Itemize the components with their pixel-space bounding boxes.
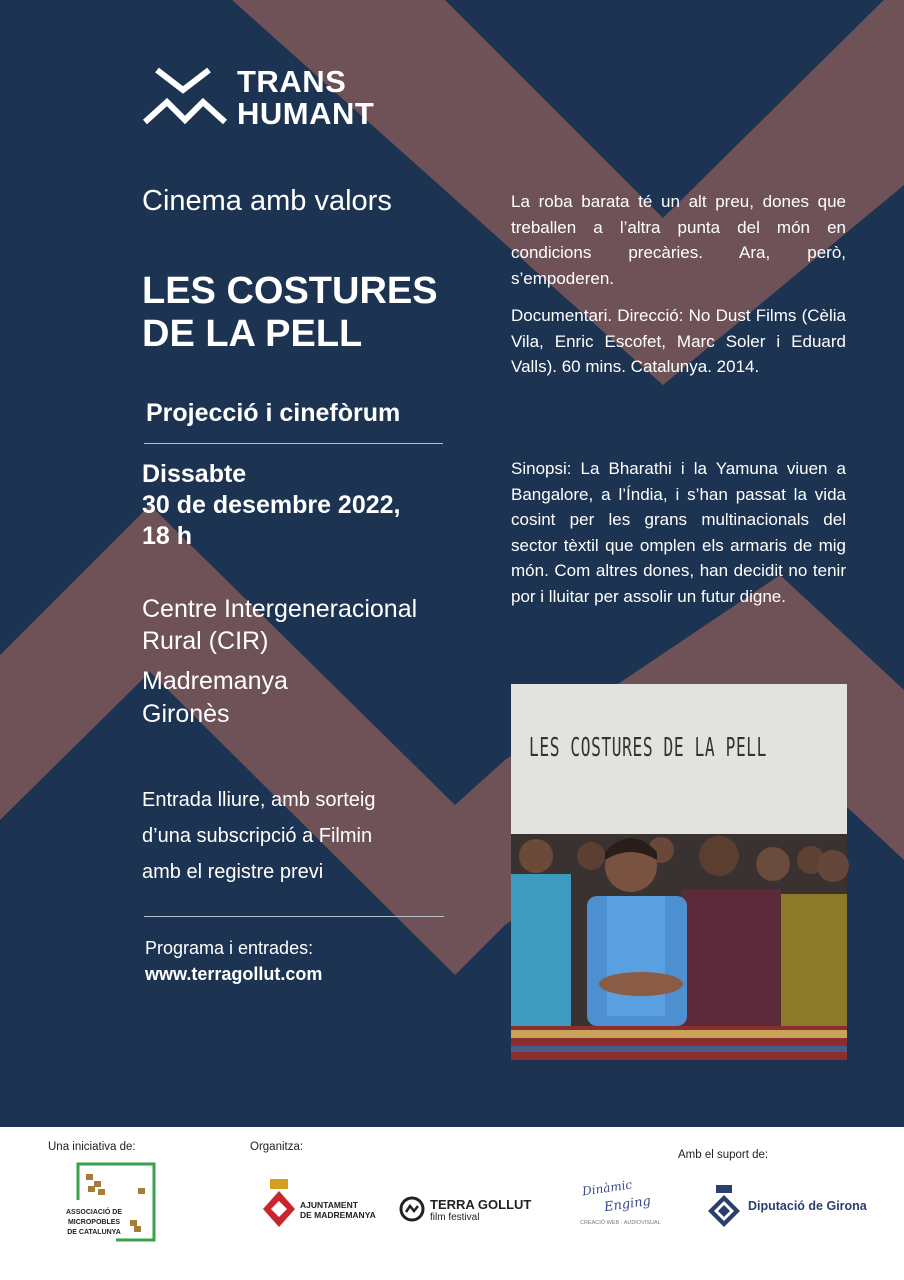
dinamic-line3: CREACIÓ WEB · AUDIOVISUAL <box>580 1220 661 1226</box>
ajuntament-line2: DE MADREMANYA <box>300 1210 376 1220</box>
ajuntament-line1: AJUNTAMENT <box>300 1200 358 1210</box>
ajuntament-shield-icon <box>262 1179 296 1229</box>
film-title-line2: DE LA PELL <box>142 313 363 355</box>
terragollut-mark-icon <box>398 1195 426 1223</box>
micropobles-line3: DE CATALUNYA <box>67 1229 121 1236</box>
entry-line2: d’una subscripció a Filmin <box>142 825 373 847</box>
micropobles-text <box>58 1208 130 1238</box>
entry-line1: Entrada lliure, amb sorteig <box>142 789 376 811</box>
logo-line1: TRANS <box>237 64 347 99</box>
micropobles-logo <box>65 1164 156 1242</box>
event-date <box>142 459 401 552</box>
film-still-illustration <box>511 684 847 1060</box>
support-label: Amb el suport de: <box>678 1149 769 1161</box>
divider <box>144 916 444 917</box>
entry-line3: amb el registre previ <box>142 861 324 883</box>
ajuntament-logo <box>262 1179 382 1231</box>
dinamic-line2: Enging <box>603 1193 652 1216</box>
event-day: Dissabte <box>142 460 247 488</box>
film-intro: La roba barata té un alt preu, dones que treballen a l’altra punta del món en condicions precàries. Ara, però, s’empoderen. <box>511 192 846 288</box>
program-label: Programa i entrades: <box>145 938 314 958</box>
diputacio-shield-icon <box>706 1185 742 1229</box>
program-url-link[interactable]: www.terragollut.com <box>145 964 323 984</box>
transhumant-logo <box>145 66 405 130</box>
film-credits: Documentari. Direcció: No Dust Films (Cèlia Vila, Enric Escofet, Marc Soler i Eduard Valls). 60 mins. Catalunya. 2014. <box>511 306 846 376</box>
film-still-image <box>511 684 847 1060</box>
organizer-label: Organitza: <box>250 1141 304 1153</box>
film-title <box>142 270 438 356</box>
ajuntament-text <box>300 1200 376 1220</box>
event-location <box>142 665 288 731</box>
venue-line2: Rural (CIR) <box>142 627 269 655</box>
series-label: Cinema amb valors <box>142 185 392 217</box>
still-title: LES COSTURES DE LA PELL <box>529 733 767 763</box>
transhumant-mark-icon <box>145 66 227 126</box>
initiative-label: Una iniciativa de: <box>48 1141 136 1153</box>
micropobles-line1: ASSOCIACIÓ DE <box>65 1209 122 1216</box>
logo-line2: HUMANT <box>237 96 375 131</box>
event-venue <box>142 593 417 657</box>
terragollut-subtitle: film festival <box>430 1212 480 1223</box>
dinamic-enging-logo <box>580 1179 670 1233</box>
event-region: Gironès <box>142 700 230 728</box>
event-date-text: 30 de desembre 2022, <box>142 491 401 519</box>
program-info <box>145 935 322 987</box>
sponsors-footer <box>0 1127 904 1280</box>
logo-wordmark <box>237 66 374 130</box>
divider <box>144 443 443 444</box>
venue-line1: Centre Intergeneracional <box>142 595 418 623</box>
event-format: Projecció i cinefòrum <box>146 399 401 427</box>
entry-info <box>142 782 375 890</box>
film-synopsis: Sinopsi: La Bharathi i la Yamuna viuen a Bangalore, a l’Índia, i s’han passat la vida cosint per les grans multinacionals del sector tèxtil que omplen els armaris de mig món. Com altres dones, han decidit no tenir por i lluitar per assolir un futur digne. <box>511 459 846 606</box>
diputacio-name: Diputació de Girona <box>748 1199 867 1213</box>
terragollut-logo <box>398 1195 548 1225</box>
lower-chevron-left <box>0 505 505 975</box>
event-time: 18 h <box>142 522 193 550</box>
dinamic-line1: Dinàmic <box>581 1177 634 1199</box>
event-town: Madremanya <box>142 667 288 695</box>
terragollut-name: TERRA GOLLUT <box>430 1197 532 1212</box>
film-title-line1: LES COSTURES <box>142 270 438 312</box>
diputacio-logo <box>706 1185 876 1231</box>
micropobles-line2: MICROPOBLES <box>67 1219 121 1226</box>
